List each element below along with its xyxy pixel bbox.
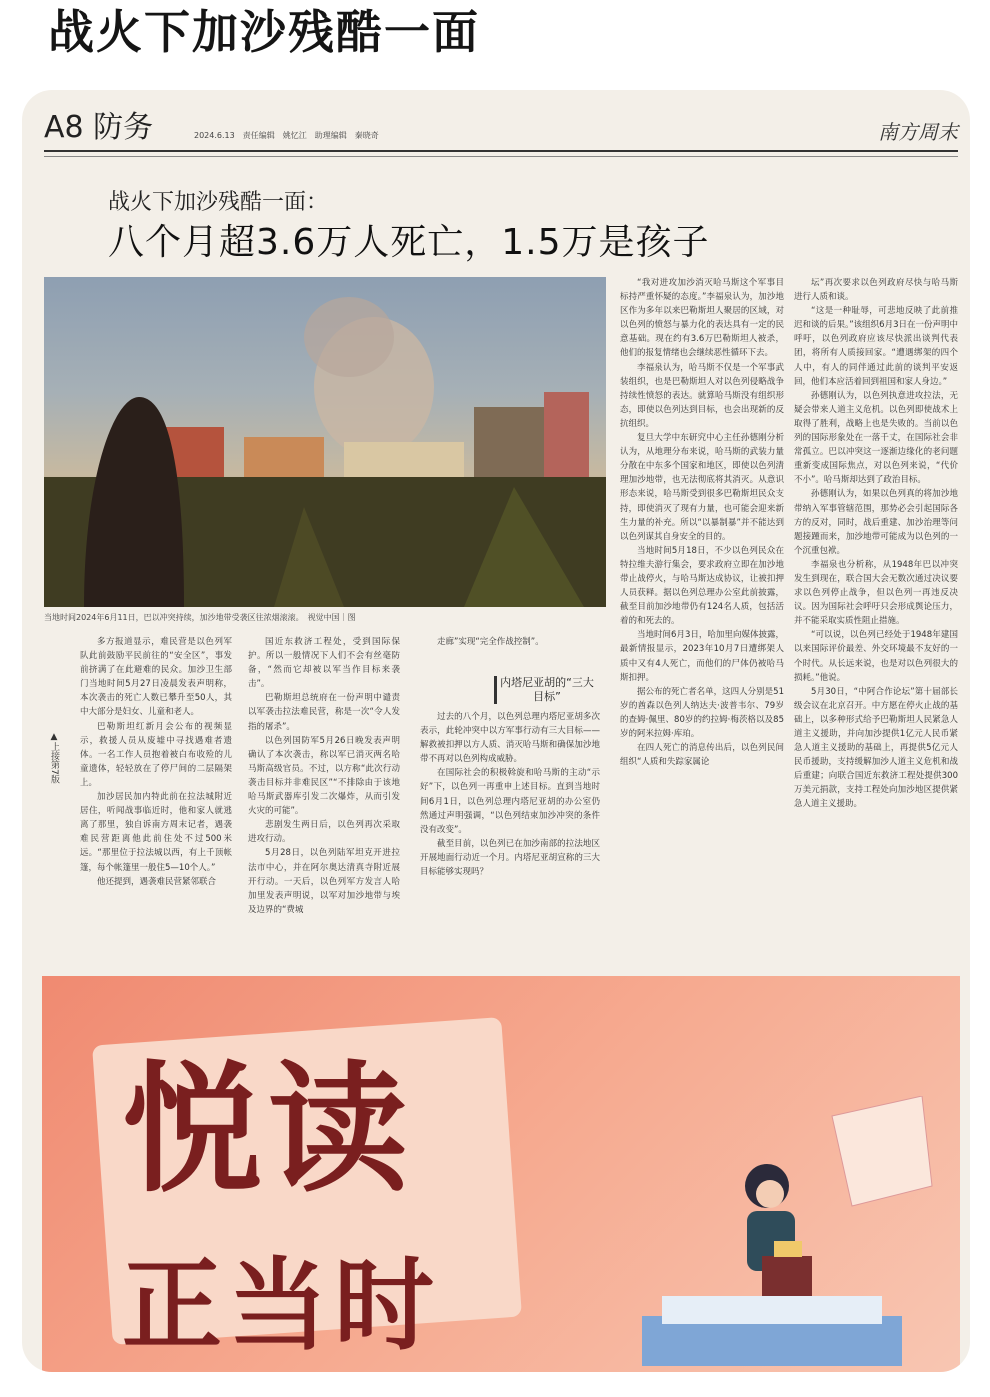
paragraph: 多方报道显示，难民营是以色列军队此前鼓励平民前往的“安全区”，事发前挤满了在此避难的民众。加沙卫生部门当地时间5月27日凌晨发表声明称，本次袭击的死亡人数已攀升至50人，其中大部分是妇女、儿童和老人。 (80, 637, 232, 718)
article-column-4 (620, 276, 784, 966)
paragraph: 截至目前，以色列已在加沙南部的拉法地区开展地面行动近一个月。内塔尼亚胡宣称的三大目标能够实现吗？ (420, 838, 600, 878)
article-column-3-top (420, 635, 600, 665)
subhead: 内塔尼亚胡的“三大目标” (494, 676, 597, 704)
paragraph: 巴勒斯坦总统府在一份声明中谴责以军袭击拉法难民营，称是一次“令人发指的屠杀”。 (248, 693, 400, 732)
section-label: A8 防务 (44, 110, 154, 145)
paragraph: 巴勒斯坦红新月会公布的视频显示，救援人员从废墟中寻找遇难者遗体。一名工作人员抱着被白布收殓的儿童遗体，轻轻放在了停尸间的二层隔架上。 (80, 721, 232, 788)
paragraph: 5月30日，“中阿合作论坛”第十届部长级会议在北京召开。中方愿在停火止战的基础上，以多种形式给予巴勒斯坦人民紧急人道主义援助，并向加沙提供1亿元人民币紧急人道主义援助的基础上，再提供5亿元人民币援助，支持缓解加沙人道主义危机和战后重建；向联合国近东救济工程处提供300万美元捐款，支持工程处向加沙地区提供紧急人道主义援助。 (794, 686, 958, 810)
paragraph: 孙德刚认为，如果以色列真的将加沙地带纳入军事管辖范围，那势必会引起国际各方的反对，同时，战后重建、加沙治理等问题接踵而来，加沙地带可能成为以色列的一个沉重包袱。 (794, 489, 958, 556)
paragraph: 李福泉也分析称，从1948年巴以冲突发生到现在，联合国大会无数次通过决议要求以色列停止战争，但以色列一再违反决议。因为国际社会呼吁只会形成舆论压力，并不能采取实质性阻止措施。 (794, 559, 958, 627)
editor-meta: 2024.6.13 责任编辑 姚忆江 助理编辑 秦晓奇 (194, 131, 379, 140)
paragraph: 据公布的死亡者名单，这四人分别是51岁的酋森以色列人纳达夫·波普韦尔、79岁的查姆·佩里、80岁的约拉姆·梅茨格以及85岁的阿米拉姆·库珀。 (620, 686, 784, 739)
headline-main: 八个月超3.6万人死亡，1.5万是孩子 (108, 222, 710, 263)
paragraph: 国近东救济工程处，受到国际保护。所以一般情况下人们不会有丝毫防备，“然而它却被以军当作目标来袭击”。 (248, 637, 400, 690)
headline-kicker: 战火下加沙残酷一面： (108, 190, 329, 215)
paragraph: “可以说，以色列已经处于1948年建国以来国际评价最差、外交环境最不友好的一个时代。从长远来说，也是对以色列很大的损耗。”他说。 (794, 630, 958, 683)
gaza-skyline-photo (44, 277, 606, 607)
paragraph: 加沙居民加内特此前在拉法城附近居住，听闻战事临近时，他和家人就逃离了那里，独自诉南方周末记者，遇袭难民营距离他此前住处不过500米远。“那里位于拉法城以西，有上千顶帐篷，每个帐篷里一般住5—10个人。” (80, 792, 232, 873)
paragraph: 在国际社会的积极斡旋和哈马斯的主动“示好”下，以色列一再重申上述目标。直到当地时间6月1日，以色列总理内塔尼亚胡的办公室仍然通过声明强调，“以色列结束加沙冲突的条件没有改变”。 (420, 768, 600, 835)
paragraph: 在四人死亡的消息传出后，以色列民间组织“人质和失踪家属论 (620, 743, 784, 768)
paragraph: 孙德刚认为，以色列执意进攻拉法，无疑会带来人道主义危机。以色列即使战术上取得了胜利，战略上也是失败的。当前以色列的国际形象处在一落千丈，在国际社会非常孤立。巴以冲突这一逐渐边缘化的老问题重新变成国际焦点，对以色列来说，“代价不小”。哈马斯却达到了政治目标。 (794, 390, 958, 486)
paragraph: 坛”再次要求以色列政府尽快与哈马斯进行人质和谈。 (794, 278, 958, 303)
newspaper-header (44, 108, 958, 152)
paragraph: “这是一种耻辱，可悲地反映了此前推迟和谈的后果。”该组织6月3日在一份声明中呼吁，以色列政府应该尽快派出谈判代表团，将所有人质接回家。“遭遇绑架的四个人中，有人的同伴通过此前的谈判平安返回，他们本应活着回到祖国和家人身边。” (794, 306, 958, 387)
paragraph: “我对进攻加沙消灭哈马斯这个军事目标持严重怀疑的态度。”李福泉认为，加沙地区作为多年以来巴勒斯坦人聚居的区域，对以色列的愤怒与暴力化的表达具有一定的民意基础。现在约有3.6万巴勒斯坦人被杀，他们的报复情绪也会继续恶性循环下去。 (620, 278, 784, 359)
paragraph: 悲剧发生两日后，以色列再次采取进攻行动。 (248, 820, 400, 845)
continued-label: ▲上接第7版 (49, 732, 59, 784)
ad-title-sub: 正当时 (122, 1247, 440, 1364)
header-rule (44, 156, 958, 157)
paragraph: 复旦大学中东研究中心主任孙德刚分析认为，从地理分布来说，哈马斯的武装力量分散在中东多个国家和地区，即使以色列清理加沙地带，也无法彻底将其消灭。从意识形态来说，哈马斯受到很多巴勒斯坦民众支持，即使消灭了现有力量，也可能会迎来新生力量的补充。所以“以暴制暴”并不能达到以色列谋其自身安全的目的。 (620, 433, 784, 542)
photo-caption: 当地时间2024年6月11日，巴以冲突持续，加沙地带受袭区往浓烟滚滚。 视觉中国｜图 (44, 613, 356, 622)
paragraph: 当地时间6月3日，哈加里向媒体披露，最新情报显示，2023年10月7日遭绑架人质中又有4人死亡，而他们的尸体仍被哈马斯扣押。 (620, 630, 784, 683)
newspaper-page (22, 90, 970, 1372)
reading-ad (42, 976, 960, 1372)
reader-illustration (602, 1096, 942, 1366)
article-column-5 (794, 276, 958, 966)
paragraph: 当地时间5月18日，不少以色列民众在特拉维夫游行集会，要求政府立即在加沙地带止战停火，与哈马斯达成协议，让被扣押人员获释。据以色列总理办公室此前披露，截至目前加沙地带仍有124名人质，包括活着的和死去的。 (620, 545, 784, 627)
paragraph: 他还提到，遇袭难民营紧邻联合 (97, 876, 217, 887)
paragraph: 以色列国防军5月26日晚发表声明确认了本次袭击，称以军已消灭两名哈马斯高级官员。不过，以方称“此次行动袭击目标并非难民区”“不排除由于该地哈马斯武器库引发二次爆炸，从而引发火灾的可能”。 (248, 735, 400, 817)
page-title: 战火下加沙残酷一面 (48, 5, 480, 59)
paragraph: 李福泉认为，哈马斯不仅是一个军事武装组织，也是巴勒斯坦人对以色列侵略战争持续性愤怒的表达。就算哈马斯没有组织形态，即使以色列达到目标，也会出现新的反抗组织。 (620, 362, 784, 429)
newspaper-logo: 南方周末 (878, 120, 958, 144)
article-column-3 (420, 710, 600, 965)
article-column-2 (248, 635, 400, 965)
news-photo (44, 277, 606, 607)
article-column-1 (80, 635, 232, 965)
paragraph: 走廊”实现“完全作战控制”。 (437, 637, 544, 647)
paragraph: 5月28日，以色列陆军坦克开进拉法市中心，并在阿尔奥达清真寺附近展开行动。一天后，以色列军方发言人哈加里发表声明说，以军对加沙地带与埃及边界的“费城 (248, 848, 400, 915)
ad-title-main: 悦读 (122, 1049, 415, 1212)
paragraph: 过去的八个月，以色列总理内塔尼亚胡多次表示，此轮冲突中以方军事行动有三大目标——解救被扣押以方人质、消灭哈马斯和确保加沙地带不再对以色列构成威胁。 (420, 712, 600, 765)
